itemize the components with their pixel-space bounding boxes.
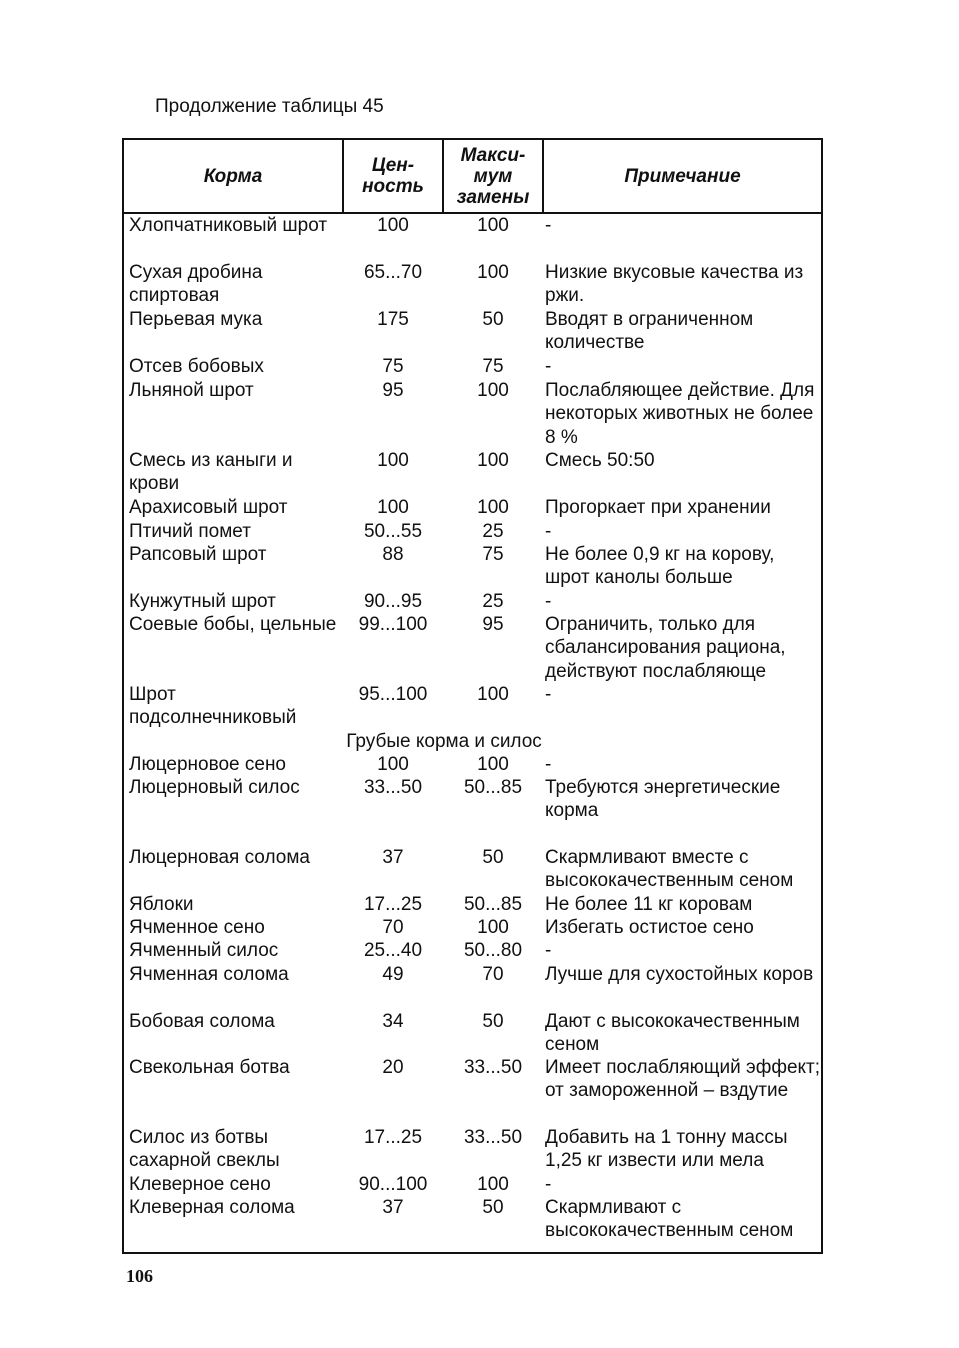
header-feed-label: Корма: [203, 165, 263, 187]
cell-value: 20: [382, 1057, 404, 1078]
cell-max: 50...80: [463, 940, 523, 961]
cell-note: Ограничить, только для сбалансирования рациона, действуют послабляюще: [545, 614, 786, 682]
cell-note: -: [545, 1174, 552, 1195]
cell-note: -: [545, 521, 552, 542]
cell-feed: Смесь из каныги и крови: [129, 450, 293, 495]
header-value: [344, 140, 442, 212]
cell-value: 99...100: [358, 614, 428, 635]
cell-max: 100: [477, 754, 509, 775]
cell-max: 75: [482, 356, 504, 377]
cell-value: 17...25: [363, 1127, 423, 1148]
cell-max: 50: [482, 1197, 504, 1218]
cell-note: -: [545, 591, 552, 612]
header-value-line2: ность: [362, 176, 424, 197]
cell-value: 70: [382, 917, 404, 938]
table-header: [124, 140, 821, 214]
cell-value: 25...40: [363, 940, 423, 961]
cell-note: -: [545, 754, 552, 775]
header-max-line3: замены: [456, 186, 530, 208]
cell-feed: Ячменная солома: [129, 964, 289, 985]
cell-value: 37: [382, 1197, 404, 1218]
cell-max: 70: [482, 964, 504, 985]
cell-feed: Силос из ботвы сахарной свеклы: [129, 1127, 280, 1172]
cell-note: Скармливают с высококачественным сеном: [545, 1197, 794, 1242]
cell-note: Прогоркает при хранении: [545, 497, 771, 518]
cell-note: Смесь 50:50: [545, 450, 655, 471]
cell-max: 25: [482, 521, 504, 542]
cell-feed: Сухая дробина спиртовая: [129, 262, 263, 307]
cell-max: 50...85: [463, 894, 523, 915]
cell-value: 100: [377, 754, 409, 775]
cell-feed: Отсев бобовых: [129, 356, 264, 377]
cell-note: Послабляющее действие. Для некоторых животных не более 8 %: [545, 380, 815, 448]
cell-value: 175: [377, 309, 409, 330]
cell-feed: Люцерновая солома: [129, 847, 310, 868]
cell-note: Избегать остистое сено: [545, 917, 754, 938]
cell-feed: Хлопчатниковый шрот: [129, 215, 328, 236]
cell-note: Не более 0,9 кг на корову, шрот канолы больше: [545, 544, 775, 589]
cell-feed: Соевые бобы, цельные: [129, 614, 337, 635]
cell-value: 100: [377, 450, 409, 471]
cell-max: 95: [482, 614, 504, 635]
section-title: Грубые корма и силос: [346, 731, 542, 752]
header-max-line2: мум: [473, 165, 513, 187]
cell-max: 50: [482, 1011, 504, 1032]
cell-value: 50...55: [363, 521, 423, 542]
cell-feed: Ячменное сено: [129, 917, 265, 938]
table-caption: Продолжение таблицы 45: [155, 96, 384, 117]
header-note: [544, 140, 821, 212]
cell-max: 75: [482, 544, 504, 565]
cell-feed: Рапсовый шрот: [129, 544, 267, 565]
cell-max: 100: [477, 215, 509, 236]
header-value-line1: Цен-: [371, 155, 415, 176]
cell-note: Не более 11 кг коровам: [545, 894, 753, 915]
cell-feed: Клеверная солома: [129, 1197, 295, 1218]
cell-value: 49: [382, 964, 404, 985]
header-max-line1: Макси-: [460, 144, 526, 166]
header-max: [444, 140, 542, 212]
cell-max: 33...50: [463, 1127, 523, 1148]
cell-feed: Яблоки: [129, 894, 194, 915]
cell-note: Скармливают вместе с высококачественным сеном: [545, 847, 794, 892]
cell-note: Имеет послабляющий эффект; от замороженной – вздутие: [545, 1057, 821, 1102]
cell-value: 100: [377, 497, 409, 518]
cell-value: 34: [382, 1011, 404, 1032]
header-note-label: Примечание: [624, 165, 741, 187]
cell-value: 17...25: [363, 894, 423, 915]
cell-note: Требуются энергетические корма: [545, 777, 781, 822]
cell-value: 75: [382, 356, 404, 377]
cell-value: 65...70: [363, 262, 423, 283]
cell-value: 100: [377, 215, 409, 236]
cell-feed: Птичий помет: [129, 521, 251, 542]
cell-max: 100: [477, 262, 509, 283]
cell-note: Вводят в ограниченном количестве: [545, 309, 754, 354]
cell-note: -: [545, 356, 552, 377]
header-feed: [124, 140, 342, 212]
cell-feed: Люцерновое сено: [129, 754, 287, 775]
cell-feed: Кунжутный шрот: [129, 591, 276, 612]
cell-max: 100: [477, 917, 509, 938]
cell-max: 100: [477, 497, 509, 518]
cell-note: Лучше для сухостойных коров: [545, 964, 814, 985]
cell-note: Добавить на 1 тонну массы 1,25 кг извести или мела: [545, 1127, 788, 1172]
cell-note: Низкие вкусовые качества из ржи.: [545, 262, 804, 307]
cell-feed: Перьевая мука: [129, 309, 263, 330]
cell-max: 33...50: [463, 1057, 523, 1078]
cell-max: 100: [477, 450, 509, 471]
cell-value: 90...95: [363, 591, 423, 612]
cell-feed: Свекольная ботва: [129, 1057, 290, 1078]
cell-max: 25: [482, 591, 504, 612]
cell-value: 88: [382, 544, 404, 565]
cell-note: -: [545, 215, 552, 236]
cell-max: 50...85: [463, 777, 523, 798]
cell-max: 50: [482, 309, 504, 330]
cell-value: 33...50: [363, 777, 423, 798]
cell-feed: Клеверное сено: [129, 1174, 271, 1195]
cell-feed: Люцерновый силос: [129, 777, 300, 798]
cell-value: 90...100: [358, 1174, 428, 1195]
cell-feed: Ячменный силос: [129, 940, 279, 961]
feed-table: [122, 138, 823, 1254]
cell-note: Дают с высококачественным сеном: [545, 1011, 800, 1056]
cell-note: -: [545, 684, 552, 705]
cell-max: 100: [477, 380, 509, 401]
cell-max: 50: [482, 847, 504, 868]
cell-value: 95: [382, 380, 404, 401]
cell-feed: Шрот подсолнечниковый: [129, 684, 297, 729]
cell-note: -: [545, 940, 552, 961]
cell-value: 37: [382, 847, 404, 868]
cell-max: 100: [477, 1174, 509, 1195]
cell-feed: Бобовая солома: [129, 1011, 275, 1032]
cell-feed: Арахисовый шрот: [129, 497, 288, 518]
page-number: 106: [126, 1266, 153, 1286]
cell-feed: Льняной шрот: [129, 380, 254, 401]
cell-value: 95...100: [358, 684, 428, 705]
cell-max: 100: [477, 684, 509, 705]
